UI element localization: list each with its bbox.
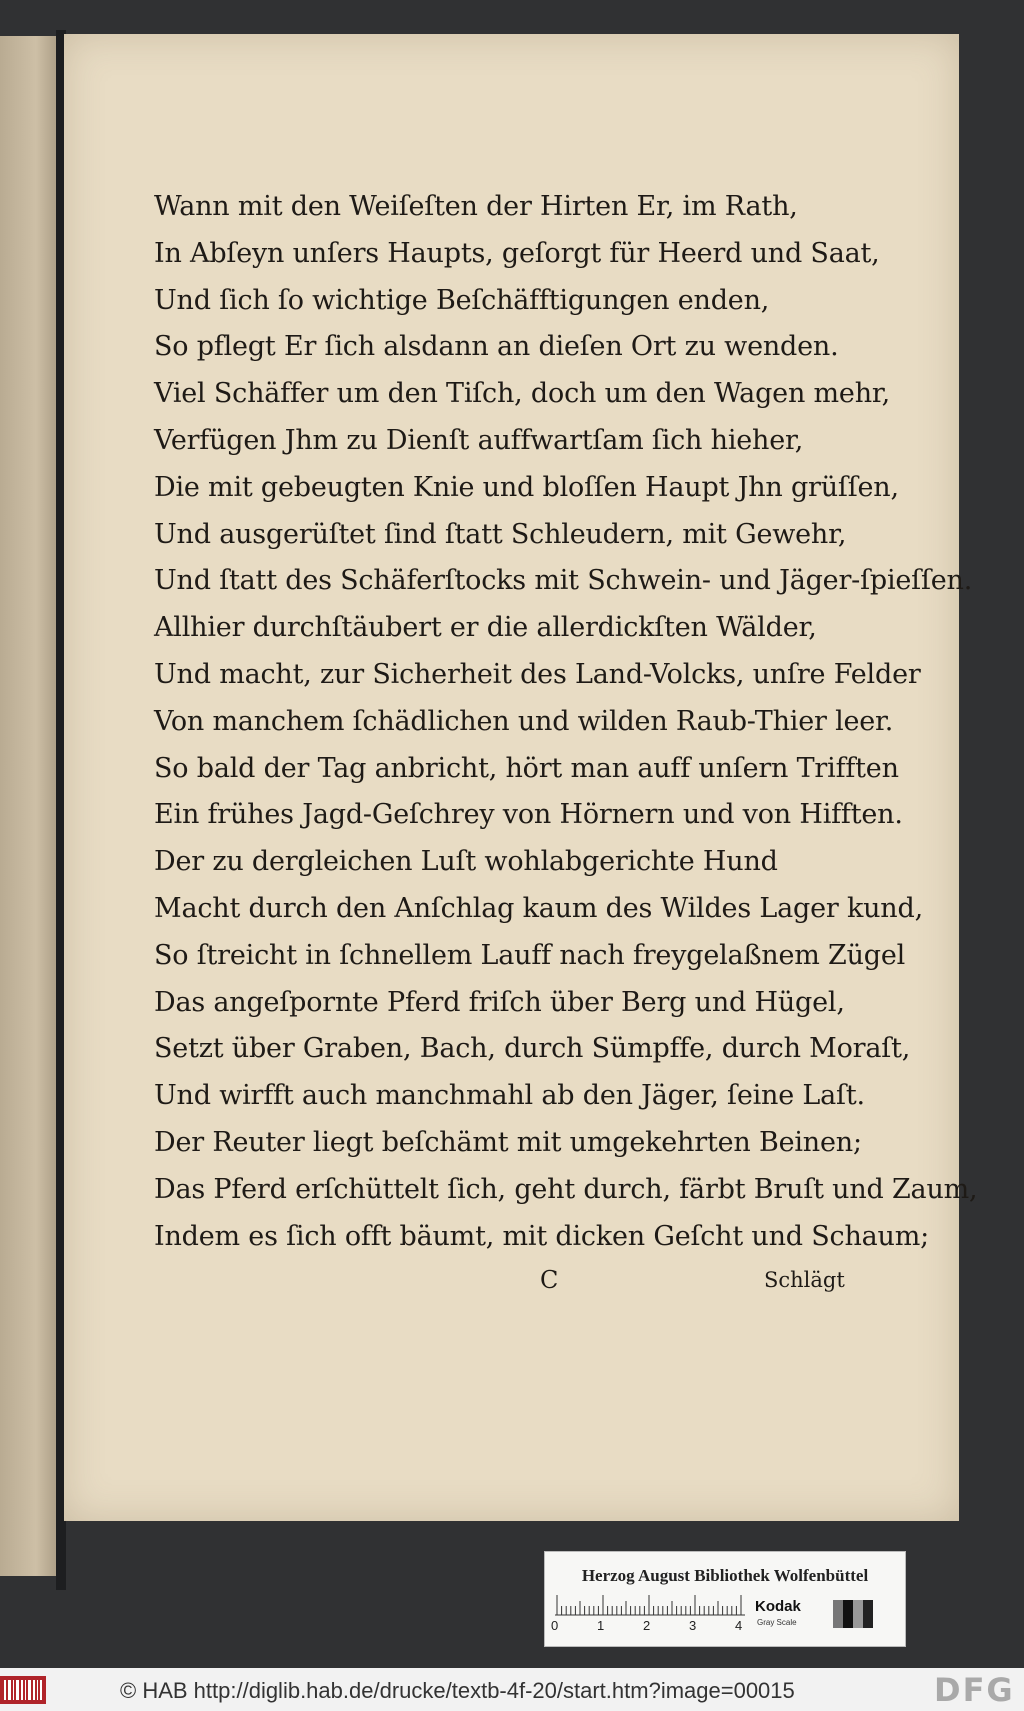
- previous-page-edge: [0, 36, 60, 1576]
- book-page: [64, 34, 978, 1521]
- verse-line: Allhier durchſtäubert er die allerdickſten Wälder,: [154, 612, 817, 644]
- ruler-number: 1: [597, 1618, 605, 1633]
- verse-line: Macht durch den Anſchlag kaum des Wildes Lager kund,: [154, 892, 923, 924]
- signature-mark: C: [540, 1266, 559, 1294]
- verse-line: Ein frühes Jagd-Geſchrey von Hörnern und von Hifften.: [154, 799, 903, 831]
- verse-line: Wann mit den Weiſeſten der Hirten Er, im Rath,: [154, 191, 798, 222]
- verse-line: Setzt über Graben, Bach, durch Sümpffe, durch Moraſt,: [154, 1033, 911, 1065]
- verse-line: Und ausgerüſtet ſind ſtatt Schleudern, mit Gewehr,: [154, 518, 847, 550]
- verse-line: Und macht, zur Sicherheit des Land-Volcks, unſre Felder: [154, 658, 921, 690]
- ruler-number: 4: [735, 1618, 743, 1633]
- verse-line: In Abſeyn unſers Haupts, geſorgt für Heerd und Saat,: [154, 237, 880, 269]
- verse-line: Die mit gebeugten Knie und bloſſen Haupt Jhn grüſſen,: [154, 471, 899, 503]
- verse-line: Der Reuter liegt beſchämt mit umgekehrten Beinen;: [154, 1126, 862, 1158]
- verse-line: Viel Schäffer um den Tiſch, doch um den Wagen mehr,: [154, 378, 891, 410]
- verse-line: So pflegt Er ſich alsdann an dieſen Ort zu wenden.: [154, 331, 839, 363]
- barcode-icon: [0, 1676, 46, 1704]
- dfg-logo: DFG: [934, 1671, 1015, 1709]
- verse-line: Das angeſpornte Pferd friſch über Berg und Hügel,: [154, 986, 845, 1018]
- kodak-logo: Kodak: [755, 1598, 801, 1615]
- ruler-numbers: [551, 1618, 751, 1636]
- ruler-number: 3: [689, 1618, 697, 1633]
- footer-bar: [0, 1668, 1024, 1711]
- verse-line: Indem es ſich offt bäumt, mit dicken Geſcht und Schaum;: [154, 1220, 930, 1252]
- verse-line: Und wirfft auch manchmahl ab den Jäger, ſeine Laſt.: [154, 1080, 865, 1112]
- verse-line: So bald der Tag anbricht, hört man auff unſern Trifften: [154, 752, 899, 784]
- verse-line: Und ſich ſo wichtige Beſchäfftigungen enden,: [154, 284, 770, 316]
- gray-scale-swatch: [833, 1600, 873, 1628]
- verse-line: Von manchem ſchädlichen und wilden Raub-Thier leer.: [154, 705, 894, 737]
- verse-line: Der zu dergleichen Luſt wohlabgerichte Hund: [154, 846, 778, 878]
- verse-line: Und ſtatt des Schäferſtocks mit Schwein- und Jäger-ſpieſſen.: [154, 565, 973, 597]
- verse-line: Das Pferd erſchüttelt ſich, geht durch, färbt Bruſt und Zaum,: [154, 1173, 978, 1205]
- verse-line: Verfügen Jhm zu Dienſt auffwartſam ſich hieher,: [154, 424, 804, 456]
- scale-ruler: [555, 1594, 745, 1616]
- kodak-subtitle: Gray Scale: [757, 1618, 797, 1627]
- verse-line: So ſtreicht in ſchnellem Lauff nach freygelaßnem Zügel: [154, 939, 906, 971]
- ruler-number: 2: [643, 1618, 651, 1633]
- verse-text: [154, 184, 978, 1260]
- ruler-number: 0: [551, 1618, 559, 1633]
- catchword: Schlägt: [764, 1268, 845, 1292]
- color-target-card: [544, 1551, 906, 1647]
- source-link[interactable]: © HAB http://diglib.hab.de/drucke/textb-4f-20/start.htm?image=00015: [120, 1678, 795, 1703]
- target-title: Herzog August Bibliothek Wolfenbüttel: [581, 1566, 869, 1585]
